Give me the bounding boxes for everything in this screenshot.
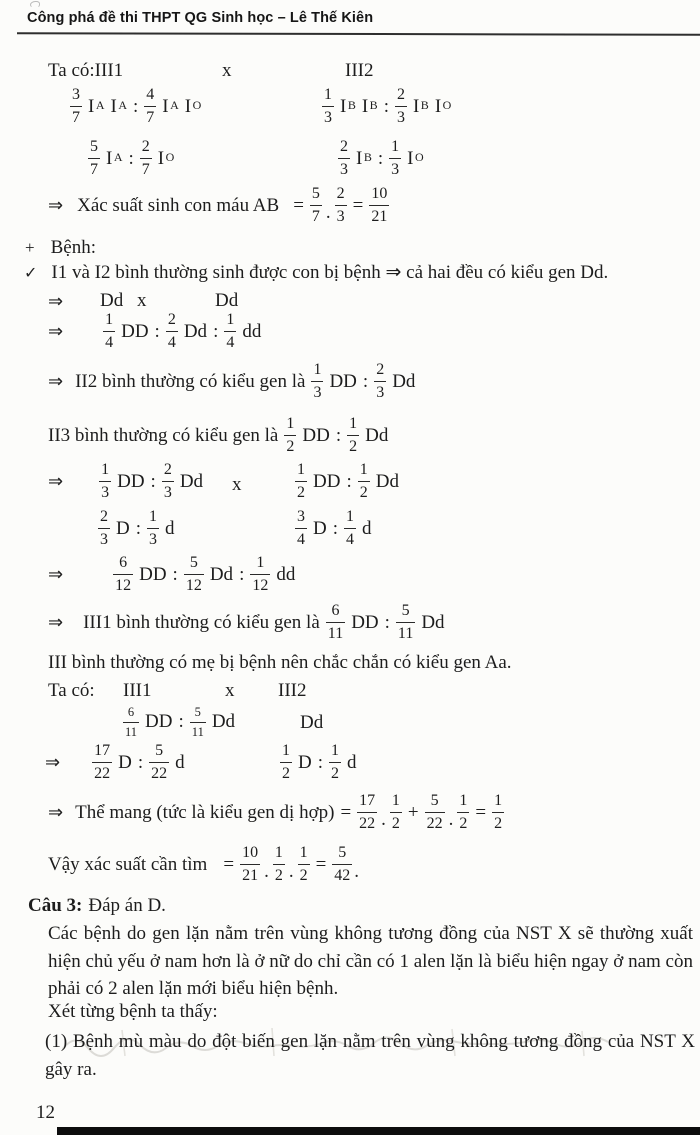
blood-gametes-right xyxy=(338,139,424,178)
fraction: $\frac{6}{12}$ xyxy=(115,554,132,594)
ratio-colon: : xyxy=(133,95,139,117)
fraction: $\frac{3}{4}$ xyxy=(297,508,305,548)
fraction: $\frac{1}{3}$ xyxy=(313,361,322,401)
fraction: $\frac{3}{7}$ xyxy=(72,86,80,126)
cross-symbol: x xyxy=(232,474,242,495)
fraction: $\frac{5}{12}$ xyxy=(185,554,202,594)
gamete: D xyxy=(118,751,132,773)
ratio-colon: : xyxy=(332,517,339,539)
implies-arrow: ⇒ xyxy=(45,752,61,773)
genotype: DD xyxy=(145,711,173,732)
disease-1-paragraph: (1) Bệnh mù màu do đột biến gen lặn nằm trên vùng không tương đồng của NST X gây ra. xyxy=(45,1031,695,1080)
allele-IO: I $^O$ xyxy=(157,147,175,169)
implies-arrow: ⇒ xyxy=(48,612,64,633)
equals-sign: = xyxy=(293,194,304,216)
fraction: $\frac{10}{21}$ xyxy=(242,844,259,884)
plus-sign: + xyxy=(407,801,419,823)
fraction: $\frac{1}{2}$ xyxy=(274,844,283,884)
equals-sign: = xyxy=(340,801,352,823)
question3-answer-text: Đáp án D. xyxy=(88,895,166,916)
genotype: DD xyxy=(313,470,341,492)
gamete: d xyxy=(347,751,357,773)
ratio-colon: : xyxy=(178,711,184,732)
ii2-genotype-line xyxy=(48,362,415,401)
allele-IB: I $^B$ xyxy=(340,95,356,117)
disease-label: Bệnh: xyxy=(50,237,96,258)
ratio-colon: : xyxy=(213,320,219,342)
fraction: $\frac{5}{11}$ xyxy=(397,602,414,642)
fraction: $\frac{1}{2}$ xyxy=(359,461,368,501)
fraction: $\frac{1}{2}$ xyxy=(299,844,308,884)
cross3-right-genotype: Dd xyxy=(300,712,324,733)
genotype: DD xyxy=(121,320,149,342)
fraction: $\frac{5}{42}$ xyxy=(334,844,351,884)
genotype: DD xyxy=(139,563,167,585)
fraction: $\frac{1}{2}$ xyxy=(494,792,503,832)
ratio-colon: : xyxy=(335,424,342,446)
genotype: DD xyxy=(117,470,145,492)
blood-genotypes-left xyxy=(70,87,201,126)
ii3-text: II3 bình thường có kiểu gen là xyxy=(48,424,279,446)
cross1-parents: Ta có:III1 xyxy=(48,60,124,81)
check-statement-text: I1 và I2 bình thường sinh được con bị bệnh ⇒ cả hai đều có kiểu gen Dd. xyxy=(51,262,609,283)
fraction: $\frac{1}{4}$ xyxy=(105,311,114,351)
ratio-colon: : xyxy=(135,517,142,539)
multiply-dot: . xyxy=(381,808,386,830)
iii1-genotype-line xyxy=(48,603,445,642)
genotype: dd xyxy=(276,563,296,585)
disease-heading xyxy=(25,237,96,259)
genotype: Dd xyxy=(375,470,399,492)
carrier-text: Thể mang (tức là kiểu gen dị hợp) xyxy=(75,801,335,823)
fraction: $\frac{1}{2}$ xyxy=(459,792,468,832)
ii2-text: II2 bình thường có kiểu gen là xyxy=(75,370,306,392)
multiply-dot: . xyxy=(325,201,331,223)
allele-IB: I $^B$ xyxy=(356,147,372,169)
genotype: Dd xyxy=(211,711,236,732)
implies-arrow: ⇒ xyxy=(48,291,64,312)
implies-arrow: ⇒ xyxy=(48,471,64,492)
blood-gametes-left xyxy=(88,139,174,178)
fraction: $\frac{1}{3}$ xyxy=(149,508,158,548)
genotype: Dd xyxy=(365,424,389,446)
allele-IO: I $^O$ xyxy=(407,147,424,169)
parent-genotype: Dd xyxy=(215,290,239,311)
cross3-left-genotype xyxy=(123,706,235,738)
fraction: $\frac{1}{2}$ xyxy=(297,461,305,501)
parent-genotype: Dd xyxy=(100,290,124,311)
explanation-paragraph: Các bệnh do gen lặn nằm trên vùng không tương đồng của NST X sẽ thường xuất hiện chủ yếu ở nam hơn là ở nữ do chỉ cần có 1 alen lặn là biểu hiện ngay ở nam còn phải có 2 alen lặn mới biểu hiện bệnh. xyxy=(48,923,693,999)
fraction: $\frac{6}{11}$ xyxy=(327,602,344,642)
implies-arrow: ⇒ xyxy=(48,802,64,823)
genotype: DD xyxy=(351,611,379,633)
fraction: $\frac{5}{22}$ xyxy=(151,742,168,782)
cross3-gametes-left xyxy=(45,743,185,782)
check-mark: ✓ xyxy=(24,263,38,282)
question3-label: Câu 3: xyxy=(28,895,83,916)
cross2-gametes-right xyxy=(295,509,372,548)
gamete: d xyxy=(165,517,175,539)
implies-arrow: ⇒ xyxy=(48,564,64,585)
allele-IA: I $^A$ xyxy=(162,95,179,117)
check-statement xyxy=(24,261,608,284)
fraction: $\frac{17}{22}$ xyxy=(359,792,376,832)
header-rule xyxy=(17,32,700,36)
ratio-colon: : xyxy=(362,370,369,392)
cross-symbol: x xyxy=(225,680,235,701)
genotype: Dd xyxy=(183,320,208,342)
genotype: Dd xyxy=(392,370,416,392)
probability-ab-text: Xác suất sinh con máu AB xyxy=(77,194,280,216)
fraction: $\frac{1}{3}$ xyxy=(391,138,400,178)
ratio-colon: : xyxy=(346,470,352,492)
gamete: D xyxy=(313,517,327,539)
genotype: DD xyxy=(329,370,357,392)
dd-offspring-ratio xyxy=(48,312,261,351)
ratio-colon: : xyxy=(137,751,144,773)
ratio-colon: : xyxy=(172,563,178,585)
cross2-left xyxy=(48,462,203,501)
fraction: $\frac{2}{3}$ xyxy=(100,508,108,548)
equals-sign: = xyxy=(475,801,487,823)
multiply-dot: . xyxy=(448,808,454,830)
cross3-gametes-right xyxy=(280,743,357,782)
ratio-colon: : xyxy=(239,563,245,585)
fraction: $\frac{5}{7}$ xyxy=(311,185,320,225)
fraction: $\frac{1}{3}$ xyxy=(101,461,110,501)
final-probability-line xyxy=(48,844,360,884)
equals-sign: = xyxy=(315,853,327,875)
examine-diseases-line: Xét từng bệnh ta thấy: xyxy=(48,1001,218,1022)
allele-IB: I $^B$ xyxy=(361,95,378,117)
cross3-left-parent: III1 xyxy=(123,680,152,701)
fraction: $\frac{10}{21}$ xyxy=(371,185,388,225)
fraction: $\frac{1}{2}$ xyxy=(331,742,340,782)
cross1-right-parent: III2 xyxy=(345,60,374,81)
fraction: $\frac{2}{7}$ xyxy=(141,138,150,178)
fraction: $\frac{2}{4}$ xyxy=(167,311,176,351)
cross-symbol: x xyxy=(222,60,232,81)
bottom-scan-bar xyxy=(57,1127,700,1135)
fraction: $\frac{1}{12}$ xyxy=(252,554,269,594)
implies-arrow: ⇒ xyxy=(48,371,64,392)
gamete: d xyxy=(175,751,185,773)
offspring-ratio-line xyxy=(48,555,295,594)
ratio-colon: : xyxy=(383,95,389,117)
question3-answer xyxy=(28,895,166,917)
fraction: $\frac{6}{11}$ xyxy=(125,705,138,739)
fraction: $\frac{1}{2}$ xyxy=(349,415,358,455)
probability-ab-line xyxy=(48,186,389,225)
genotype: Dd xyxy=(209,563,234,585)
ratio-colon: : xyxy=(150,470,156,492)
iii1-text: III1 bình thường có kiểu gen là xyxy=(83,611,320,633)
genotype: DD xyxy=(302,424,330,446)
genotype: Dd xyxy=(421,611,445,633)
fraction: $\frac{5}{22}$ xyxy=(426,792,443,832)
fraction: $\frac{1}{3}$ xyxy=(324,86,332,126)
ratio-colon: : xyxy=(128,147,134,169)
ratio-colon: : xyxy=(154,320,160,342)
fraction: $\frac{1}{4}$ xyxy=(226,311,235,351)
fraction: $\frac{5}{7}$ xyxy=(90,138,98,178)
fraction: $\frac{1}{2}$ xyxy=(286,415,295,455)
cross-symbol: x xyxy=(137,290,147,311)
gamete: D xyxy=(116,517,130,539)
cross2-gametes-left xyxy=(98,509,175,548)
scan-artifact xyxy=(30,1,40,8)
fraction: $\frac{2}{3}$ xyxy=(376,361,385,401)
fraction: $\frac{17}{22}$ xyxy=(94,742,111,782)
fraction: $\frac{5}{11}$ xyxy=(191,705,204,739)
implies-arrow: ⇒ xyxy=(48,195,64,216)
iii-note: III bình thường có mẹ bị bệnh nên chắc chắn có kiểu gen Aa. xyxy=(48,652,512,673)
allele-IA: I $^A$ xyxy=(110,95,127,117)
plus-bullet: + xyxy=(25,238,35,257)
allele-IO: I $^O$ xyxy=(184,95,202,117)
blood-genotypes-right xyxy=(322,87,451,126)
fraction: $\frac{1}{2}$ xyxy=(282,742,290,782)
ii3-genotype-line xyxy=(48,416,388,455)
final-text: Vậy xác suất cần tìm xyxy=(48,853,208,875)
page-title: Công phá đề thi THPT QG Sinh học – Lê Thế Kiên xyxy=(27,10,374,26)
fraction: $\frac{1}{2}$ xyxy=(391,792,400,832)
equals-sign: = xyxy=(223,853,235,875)
period: . xyxy=(354,860,360,882)
cross3-intro: Ta có: xyxy=(48,680,95,701)
allele-IO: I $^O$ xyxy=(434,95,452,117)
implies-arrow: ⇒ xyxy=(48,321,64,342)
allele-IA: I $^A$ xyxy=(88,95,105,117)
ratio-colon: : xyxy=(317,751,324,773)
gamete: D xyxy=(298,751,312,773)
ratio-colon: : xyxy=(384,611,390,633)
page-number: 12 xyxy=(36,1102,55,1123)
genotype: dd xyxy=(242,320,262,342)
multiply-dot: . xyxy=(264,860,269,882)
cross3-right-parent: III2 xyxy=(278,680,307,701)
fraction: $\frac{2}{3}$ xyxy=(340,138,348,178)
fraction: $\frac{2}{3}$ xyxy=(336,185,345,225)
multiply-dot: . xyxy=(288,860,294,882)
gamete: d xyxy=(362,517,372,539)
allele-IB: I $^B$ xyxy=(412,95,429,117)
carrier-probability-line xyxy=(48,793,504,832)
fraction: $\frac{2}{3}$ xyxy=(396,86,405,126)
fraction: $\frac{2}{3}$ xyxy=(163,461,172,501)
fraction: $\frac{1}{4}$ xyxy=(346,508,355,548)
cross2-right xyxy=(295,462,399,501)
equals-sign: = xyxy=(352,194,364,216)
allele-IA: I $^A$ xyxy=(106,147,123,169)
genotype: Dd xyxy=(179,470,204,492)
fraction: $\frac{4}{7}$ xyxy=(146,86,155,126)
ratio-colon: : xyxy=(377,147,384,169)
